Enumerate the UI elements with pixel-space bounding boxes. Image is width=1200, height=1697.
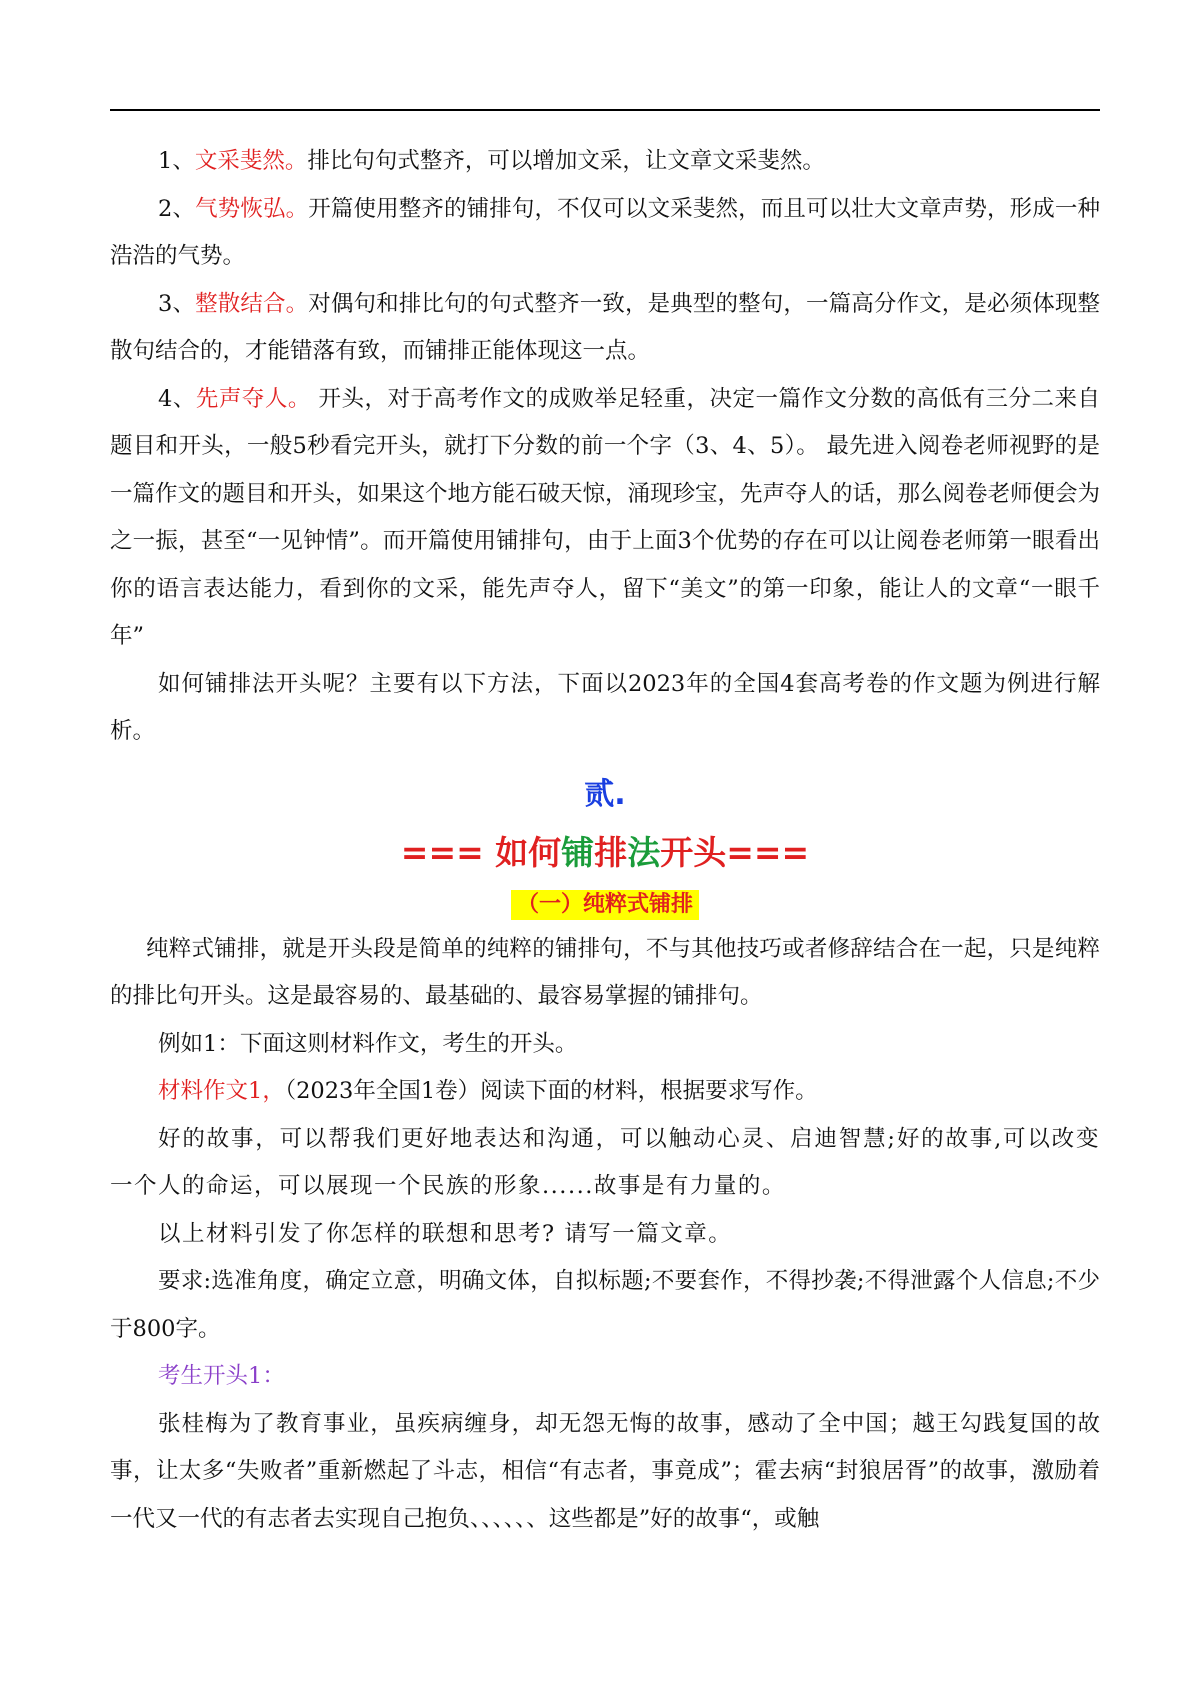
point-text: 排比句句式整齐，可以增加文采，让文章文采斐然。 <box>307 148 825 174</box>
title-right-marks: === <box>726 832 810 872</box>
point-number: 4、 <box>158 385 196 412</box>
title-char: 如 <box>495 832 529 872</box>
pure-description-paragraph: 纯粹式铺排，就是开头段是简单的纯粹的铺排句，不与其他技巧或者修辞结合在一起，只是纯粹的排比句开头。这是最容易的、最基础的、最容易掌握的铺排句。 <box>110 935 1100 1009</box>
point-number: 2、 <box>158 195 196 222</box>
document-body <box>110 138 1100 1543</box>
student-opening-text: 张桂梅为了教育事业，虽疾病缠身，却无怨无悔的故事，感动了全中国；越王勾践复国的故事，让太多“失败者”重新燃起了斗志，相信“有志者，事竟成”；霍去病“封狼居胥”的故事，激励着一代又一代的有志者去实现自己抱负、、、、、、这些都是”好的故事“，或触 <box>110 1410 1100 1532</box>
title-char: 排 <box>594 832 628 872</box>
point-paragraph-4 <box>110 376 1100 661</box>
point-keyword: 先声夺人。 <box>195 385 311 412</box>
method-intro-paragraph: 如何铺排法开头呢？主要有以下方法，下面以2023年的全国4套高考卷的作文题为例进行解析。 <box>110 670 1100 744</box>
title-char: 法 <box>627 832 661 872</box>
subsection-heading <box>110 882 1100 926</box>
point-text: 对偶句和排比句的句式整齐一致，是典型的整句，一篇高分作文，是必须体现整散句结合的，才能错落有致，而铺排正能体现这一点。 <box>110 290 1100 364</box>
student-opening-label: 考生开头1： <box>158 1363 285 1389</box>
point-paragraph-1 <box>110 138 1100 186</box>
title-char: 开 <box>660 832 694 872</box>
title-char: 铺 <box>561 832 595 872</box>
point-text: 开头，对于高考作文的成败举足轻重，决定一篇作文分数的高低有三分二来自题目和开头，一般5秒看完开头，就打下分数的前一个字（3、4、5）。 最先进入阅卷老师视野的是一篇作文的题目和开头，如果这个地方能石破天惊，涌现珍宝，先声夺人的话，那么阅卷老师便会为之一振，甚至“一见钟情”。而开篇使用铺排句，由于上面3个优势的存在可以让阅卷老师第一眼看出你的语言表达能力，看到你的文采，能先声夺人，留下“美文”的第一印象，能让人的文章“一眼千年” <box>110 385 1101 649</box>
point-text: 开篇使用整齐的铺排句，不仅可以文采斐然，而且可以壮大文章声势，形成一种浩浩的气势。 <box>110 195 1100 269</box>
material-label: 材料作文1， <box>158 1078 285 1104</box>
title-char: 何 <box>528 832 562 872</box>
section-title <box>110 824 1100 882</box>
point-paragraph-2 <box>110 186 1100 281</box>
section-number: 贰. <box>584 776 626 812</box>
subsection-title: （一）纯粹式铺排 <box>511 890 699 920</box>
point-number: 3、 <box>158 290 196 317</box>
point-keyword: 文采斐然。 <box>194 148 308 174</box>
point-number: 1、 <box>158 148 195 174</box>
material-source: （2023年全国1卷）阅读下面的材料，根据要求写作。 <box>284 1078 818 1104</box>
title-char: 头 <box>693 832 727 872</box>
material-prompt: 以上材料引发了你怎样的联想和思考? 请写一篇文章。 <box>158 1220 733 1247</box>
title-left-marks: === <box>400 832 484 872</box>
example-intro-paragraph: 例如1：下面这则材料作文，考生的开头。 <box>158 1030 578 1057</box>
material-requirement: 要求:选准角度，确定立意，明确文体，自拟标题;不要套作，不得抄袭;不得泄露个人信息;不少于800字。 <box>110 1268 1100 1342</box>
header-rule <box>110 109 1100 111</box>
point-paragraph-3 <box>110 281 1100 376</box>
point-keyword: 整散结合。 <box>195 290 309 317</box>
material-heading <box>110 1068 1100 1116</box>
point-keyword: 气势恢弘。 <box>195 195 309 222</box>
material-text: 好的故事，可以帮我们更好地表达和沟通，可以触动心灵、启迪智慧;好的故事,可以改变一个人的命运，可以展现一个民族的形象......故事是有力量的。 <box>110 1125 1101 1199</box>
